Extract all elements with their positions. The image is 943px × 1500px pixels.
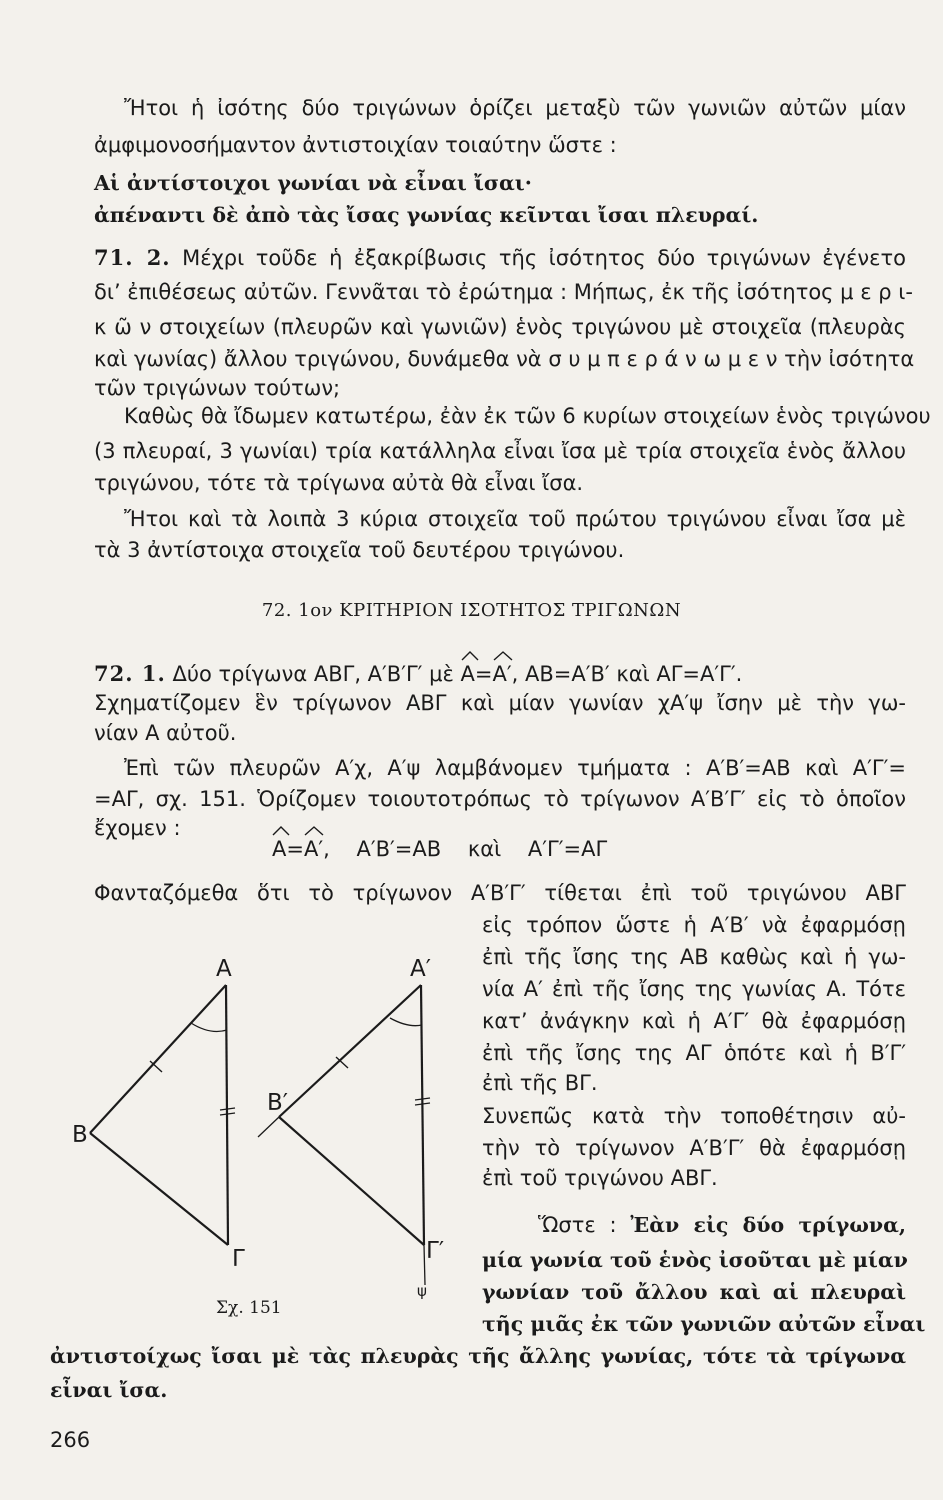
label-G-prime: Γ′	[426, 1238, 445, 1264]
angle-A: Α	[461, 655, 475, 689]
bold-text: Ἐὰν εἰς δύο τρίγωνα,	[630, 1213, 906, 1237]
figure-151-triangles	[60, 940, 460, 1300]
side-BG	[90, 1133, 228, 1245]
angle-A-prime: Α′	[304, 830, 323, 864]
text-line: τριγώνου, τότε τὰ τρίγωνα αὐτὰ θὰ εἶναι ἴσα.	[94, 471, 584, 495]
side-AG	[226, 985, 228, 1245]
text-line: τὴν τὸ τρίγωνον Α′Β′Γ′ θὰ ἐφαρμόσῃ	[482, 1136, 906, 1160]
text: Μέχρι τοῦδε ἡ ἐξακρίβωσις τῆς ἰσότητος δύο τριγώνων ἐγένετο	[182, 246, 906, 270]
paragraph-72-1-line1	[94, 655, 906, 689]
section-heading: 72. 1ον ΚΡΙΤΗΡΙΟΝ ΙΣΟΤΗΤΟΣ ΤΡΙΓΩΝΩΝ	[261, 600, 682, 621]
side-A2G2	[421, 985, 424, 1245]
label-A: Α	[216, 956, 232, 982]
conclusion-line1	[538, 1210, 906, 1240]
text-line: ἐπὶ τῆς ἴσης της ΑΒ καθὼς καὶ ἡ γω-	[482, 945, 906, 969]
text-line: δι’ ἐπιθέσεως αὐτῶν. Γεννᾶται τὸ ἐρώτημα : Μήπως, ἐκ τῆς ἰσότητος μ ε ρ ι-	[94, 280, 913, 304]
side-AB	[90, 985, 226, 1133]
text-line: Ἤτοι καὶ τὰ λοιπὰ 3 κύρια στοιχεῖα τοῦ πρώτου τριγώνου εἶναι ἴσα μὲ	[124, 507, 906, 531]
text-line: εἰς τρόπον ὥστε ἡ Α′Β′ νὰ ἐφαρμόσῃ	[482, 913, 906, 937]
side-A2B2	[279, 985, 421, 1117]
text: , ΑΒ=Α′Β′ καὶ ΑΓ=Α′Γ′.	[511, 662, 743, 686]
text-line: Σχηματίζομεν ἓν τρίγωνον ΑΒΓ καὶ μίαν γωνίαν χΑ′ψ ἴσην μὲ τὴν γω-	[94, 691, 906, 715]
text-line: ἀμφιμονοσήμαντον ἀντιστοιχίαν τοιαύτην ὥστε :	[94, 133, 617, 157]
label-B: Β	[72, 1122, 88, 1148]
text-line: Συνεπῶς κατὰ τὴν τοποθέτησιν αὐ-	[482, 1104, 906, 1128]
page-number: 266	[50, 1428, 91, 1452]
label-A-prime: Α′	[410, 956, 431, 982]
text: Ὥστε :	[538, 1213, 631, 1237]
section-number: 72. 1.	[94, 661, 166, 686]
bold-statement: εἶναι ἴσα.	[50, 1378, 168, 1402]
text-line: νία Α′ ἐπὶ τῆς ἴσης της γωνίας Α. Τότε	[482, 977, 906, 1001]
paragraph-71-2-line1	[94, 243, 906, 273]
side-B2G2	[279, 1117, 424, 1245]
angle-A: Α	[272, 830, 286, 864]
label-psi: ψ	[417, 1282, 427, 1300]
label-G: Γ	[232, 1246, 245, 1272]
bold-statement: Αἱ ἀντίστοιχοι γωνίαι νὰ εἶναι ἴσαι·	[94, 171, 532, 195]
text-line: ἐπὶ τῆς ἴσης της ΑΓ ὁπότε καὶ ἡ Β′Γ′	[482, 1041, 906, 1065]
text-line: ἔχομεν :	[94, 816, 181, 840]
bold-statement: μία γωνία τοῦ ἑνὸς ἰσοῦται μὲ μίαν	[482, 1248, 908, 1272]
equals: =	[474, 662, 493, 686]
text-line: =ΑΓ, σχ. 151. Ὁρίζομεν τοιουτοτρόπως τὸ τρίγωνον Α′Β′Γ′ εἰς τὸ ὁποῖον	[94, 787, 906, 811]
text-line: (3 πλευραί, 3 γωνίαι) τρία κατάλληλα εἶναι ἴσα μὲ τρία στοιχεῖα ἑνὸς ἄλλου	[94, 439, 906, 463]
text-line: νίαν Α αὐτοῦ.	[94, 721, 237, 745]
label-B-prime: Β′	[267, 1090, 289, 1116]
text-line: ἐπὶ τῆς ΒΓ.	[482, 1071, 598, 1095]
text-line: κατ’ ἀνάγκην καὶ ἡ Α′Γ′ θὰ ἐφαρμόσῃ	[482, 1009, 906, 1033]
text-line: τῶν τριγώνων τούτων;	[94, 376, 341, 400]
text-line: κ ῶ ν στοιχείων (πλευρῶν καὶ γωνιῶν) ἑνὸς τριγώνου μὲ στοιχεῖα (πλευρὰς	[94, 315, 906, 339]
text-line: Φανταζόμεθα ὅτι τὸ τρίγωνον Α′Β′Γ′ τίθεται ἐπὶ τοῦ τριγώνου ΑΒΓ	[94, 881, 906, 905]
text-line: Ἤτοι ἡ ἰσότης δύο τριγώνων ὁρίζει μεταξὺ τῶν γωνιῶν αὐτῶν μίαν	[124, 96, 906, 120]
text-line: καὶ γωνίας) ἄλλου τριγώνου, δυνάμεθα νὰ σ υ μ π ε ρ ά ν ω μ ε ν τὴν ἰσότητα	[94, 347, 915, 371]
text-line: ἐπὶ τοῦ τριγώνου ΑΒΓ.	[482, 1166, 718, 1190]
text-line: Ἐπὶ τῶν πλευρῶν Α′χ, Α′ψ λαμβάνομεν τμήματα : Α′Β′=ΑΒ καὶ Α′Γ′=	[124, 756, 906, 780]
text-line: τὰ 3 ἀντίστοιχα στοιχεῖα τοῦ δευτέρου τριγώνου.	[94, 538, 625, 562]
equality-statement: Α= Α′, Α′Β′=ΑΒ καὶ Α′Γ′=ΑΓ	[272, 830, 607, 864]
bold-statement: γωνίαν τοῦ ἄλλου καὶ αἱ πλευραὶ	[482, 1280, 906, 1304]
text-line: Καθὼς θὰ ἴδωμεν κατωτέρω, ἐὰν ἐκ τῶν 6 κυρίων στοιχείων ἑνὸς τριγώνου	[124, 404, 931, 428]
bold-statement: ἀπέναντι δὲ ἀπὸ τὰς ἴσας γωνίας κεῖνται ἴσαι πλευραί.	[94, 203, 759, 227]
section-number: 71. 2.	[94, 245, 171, 270]
bold-statement: τῆς μιᾶς ἐκ τῶν γωνιῶν αὐτῶν εἶναι	[482, 1312, 926, 1336]
angle-A-prime: Α′	[493, 655, 512, 689]
figure-caption: Σχ. 151	[216, 1298, 282, 1318]
bold-statement: ἀντιστοίχως ἴσαι μὲ τὰς πλευρὰς τῆς ἄλλης γωνίας, τότε τὰ τρίγωνα	[50, 1344, 906, 1368]
text: Δύο τρίγωνα ΑΒΓ, Α′Β′Γ′ μὲ	[172, 662, 461, 686]
